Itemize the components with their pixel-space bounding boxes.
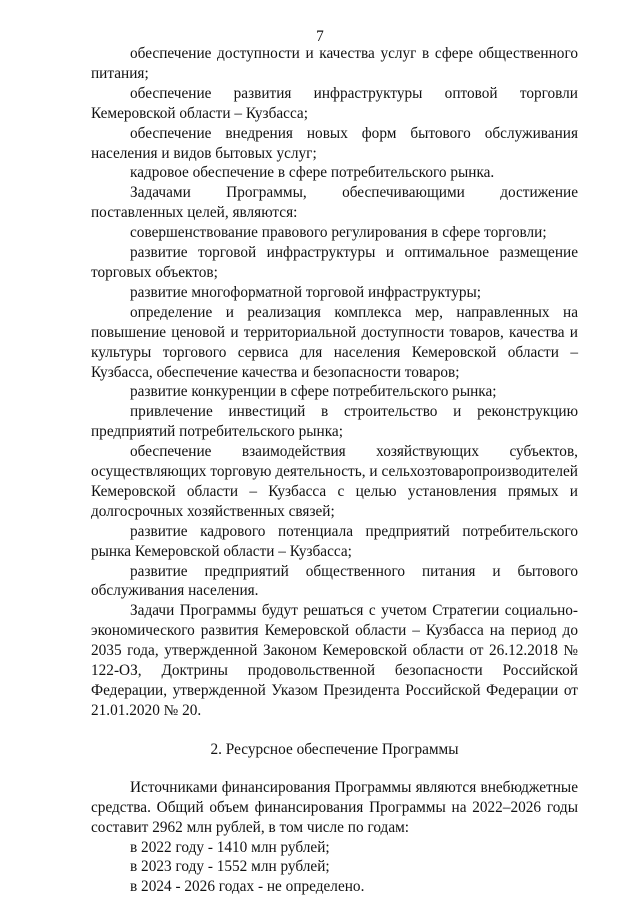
- paragraph: в 2024 - 2026 годах - не определено.: [130, 878, 365, 896]
- paragraph: в 2023 году - 1552 млн рублей;: [130, 858, 330, 876]
- paragraph: развитие кадрового потенциала предприятий потребительского рынка Кемеровской области – Кузбасса;: [91, 522, 578, 560]
- paragraph: в 2022 году - 1410 млн рублей;: [130, 838, 330, 856]
- paragraph: Задачи Программы будут решаться с учетом Стратегии социально-экономического развития Кемеровской области – Кузбасса на период до 2035 года, утвержденной Законом Кемеровской области от 26.12.2018 № 122-ОЗ, Доктрины продовольственной безопасности Российской Федерации, утвержденной Указом Президента Российской Федерации от 21.01.2020 № 20.: [91, 602, 578, 719]
- paragraph: кадровое обеспечение в сфере потребительского рынка.: [130, 164, 495, 182]
- document-body: [91, 44, 578, 897]
- paragraph: обеспечение взаимодействия хозяйствующих субъектов, осуществляющих торговую деятельность, и сельхозтоваропроизводителей Кемеровской области – Кузбасса с целью установления прямых и долгосрочных хозяйственных связей;: [91, 443, 578, 520]
- section-heading: 2. Ресурсное обеспечение Программы: [210, 740, 459, 758]
- paragraph: развитие торговой инфраструктуры и оптимальное размещение торговых объектов;: [91, 244, 578, 281]
- paragraph: привлечение инвестиций в строительство и реконструкцию предприятий потребительского рынка;: [91, 403, 578, 441]
- paragraph: определение и реализация комплекса мер, направленных на повышение ценовой и территориальной доступности товаров, качества и культуры торгового сервиса для населения Кемеровской области – Кузбасса, обеспечение качества и безопасности товаров;: [91, 303, 578, 381]
- paragraph: обеспечение внедрения новых форм бытового обслуживания населения и видов бытовых услуг;: [91, 124, 578, 162]
- page-number: 7: [316, 28, 324, 45]
- paragraph: обеспечение развития инфраструктуры оптовой торговли Кемеровской области – Кузбасса;: [91, 84, 578, 122]
- paragraph: развитие многоформатной торговой инфраструктуры;: [130, 283, 482, 301]
- paragraph: Источниками финансирования Программы являются внебюджетные средства. Общий объем финансирования Программы на 2022–2026 годы составит 2962 млн рублей, в том числе по годам:: [91, 778, 578, 836]
- paragraph: развитие предприятий общественного питания и бытового обслуживания населения.: [91, 562, 578, 600]
- paragraph: Задачами Программы, обеспечивающими достижение поставленных целей, являются:: [91, 184, 578, 222]
- paragraph: развитие конкуренции в сфере потребительского рынка;: [130, 383, 497, 401]
- paragraph: совершенствование правового регулирования в сфере торговли;: [130, 224, 547, 242]
- paragraph: обеспечение доступности и качества услуг в сфере общественного питания;: [91, 45, 578, 82]
